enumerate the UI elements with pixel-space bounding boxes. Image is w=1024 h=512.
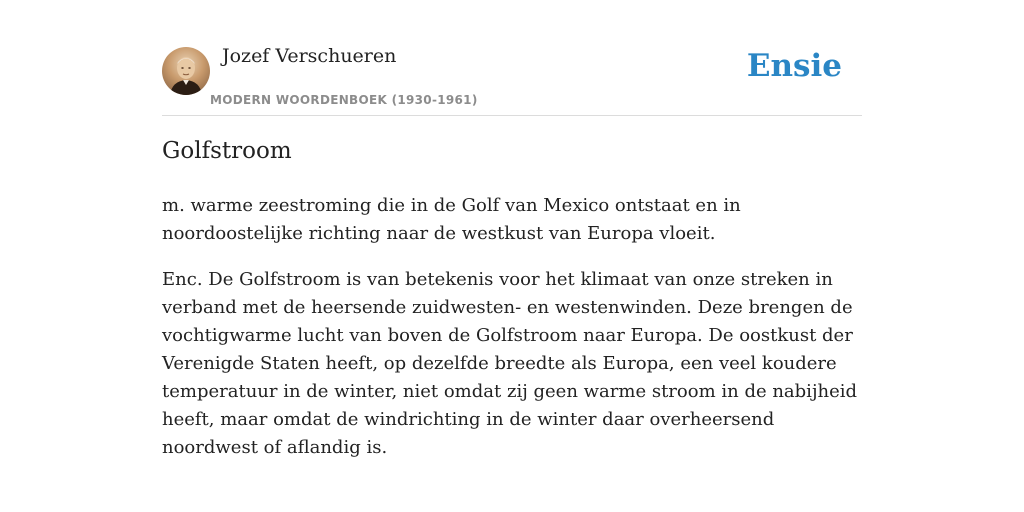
- source-dictionary[interactable]: MODERN WOORDENBOEK (1930-1961): [210, 93, 478, 107]
- portrait-icon: [162, 47, 210, 95]
- entry-title: Golfstroom: [162, 138, 292, 164]
- ensie-logo[interactable]: Ensie: [746, 48, 842, 84]
- entry-page: [162, 0, 862, 512]
- author-avatar[interactable]: [162, 47, 210, 95]
- entry-definition: [162, 192, 862, 480]
- encyclopedia-paragraph: Enc. De Golfstroom is van betekenis voor het klimaat van onze streken in verband met de heersende zuidwesten- en westenwinden. Deze brengen de vochtigwarme lucht van boven de Golfstroom naar Europa. De oostkust der Verenigde Staten heeft, op dezelfde breedte als Europa, een veel koudere temperatuur in de winter, niet omdat zij geen warme stroom in de nabijheid heeft, maar omdat de windrichting in de winter daar overheersend noordwest of aflandig is.: [162, 269, 858, 458]
- definition-paragraph: m. warme zeestroming die in de Golf van Mexico ontstaat en in noordoostelijke richting naar de westkust van Europa vloeit.: [162, 195, 741, 244]
- author-name[interactable]: Jozef Verschueren: [222, 45, 397, 67]
- entry-header: [162, 0, 862, 116]
